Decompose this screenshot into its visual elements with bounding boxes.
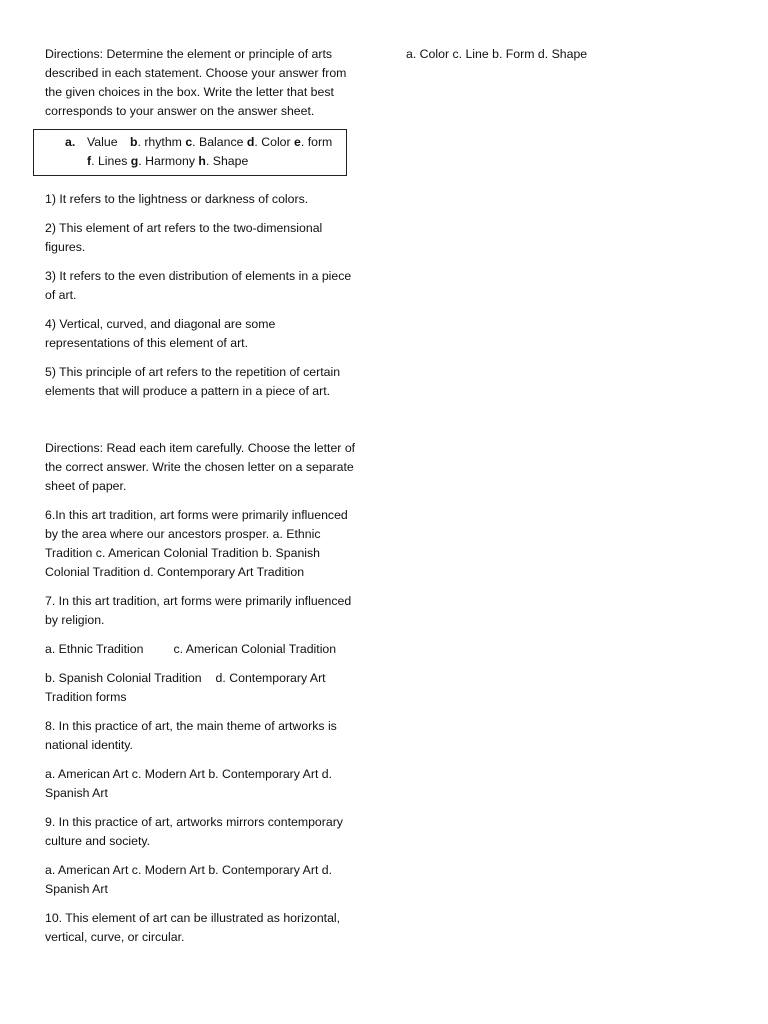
worksheet-right-column bbox=[406, 45, 736, 74]
choice-e-text: . form bbox=[300, 135, 333, 149]
q7-option-d: d. Contemporary Art Tradition forms bbox=[45, 671, 326, 704]
choices-line-2 bbox=[34, 152, 346, 171]
choice-a-text: Value bbox=[87, 135, 118, 149]
section2-directions: Directions: Read each item carefully. Choose the letter of the correct answer. Write the chosen letter on a separate sheet of paper. bbox=[45, 441, 356, 493]
question-7-options-ac bbox=[45, 640, 363, 659]
choices-box bbox=[33, 129, 347, 176]
question-5: 5) This principle of art refers to the repetition of certain elements that will produce a pattern in a piece of art. bbox=[45, 365, 341, 398]
question-3: 3) It refers to the even distribution of elements in a piece of art. bbox=[45, 269, 352, 302]
question-9: 9. In this practice of art, artworks mirrors contemporary culture and society. bbox=[45, 815, 343, 848]
worksheet-left-column bbox=[45, 45, 363, 957]
choice-a-letter: a. bbox=[65, 135, 76, 149]
question-8-options: a. American Art c. Modern Art b. Contemporary Art d. Spanish Art bbox=[45, 767, 333, 800]
choice-e-letter: e bbox=[294, 135, 301, 149]
question-6: 6.In this art tradition, art forms were primarily influenced by the area where our ancestors prosper. a. Ethnic Tradition c. American Colonial Tradition b. Spanish Colonial Tradition d. Contemporary Art Tradition bbox=[45, 508, 348, 579]
choice-g-text: . Harmony bbox=[138, 154, 195, 168]
choice-b-letter: b bbox=[129, 135, 138, 149]
question-7: 7. In this art tradition, art forms were primarily influenced by religion. bbox=[45, 594, 352, 627]
choices-line-1 bbox=[34, 133, 346, 152]
choice-c-letter: c bbox=[185, 135, 193, 149]
choice-c-text: . Balance bbox=[192, 135, 244, 149]
choice-f-text: . Lines bbox=[91, 154, 128, 168]
q7-option-c: c. American Colonial Tradition bbox=[173, 642, 337, 656]
question-2: 2) This element of art refers to the two-dimensional figures. bbox=[45, 221, 323, 254]
section1-directions: Directions: Determine the element or principle of arts described in each statement. Choose your answer from the given choices in the box. Write the letter that best corresponds to your answer on the answer sheet. bbox=[45, 47, 347, 118]
question-8: 8. In this practice of art, the main theme of artworks is national identity. bbox=[45, 719, 337, 752]
choice-g-letter: g bbox=[130, 154, 139, 168]
question-10-options: a. Color c. Line b. Form d. Shape bbox=[406, 47, 588, 61]
q7-option-a: a. Ethnic Tradition bbox=[45, 642, 144, 656]
choice-f-letter: f bbox=[87, 154, 92, 168]
choice-h-text: . Shape bbox=[205, 154, 249, 168]
question-7-options-bd bbox=[45, 669, 363, 707]
question-9-options: a. American Art c. Modern Art b. Contemporary Art d. Spanish Art bbox=[45, 863, 333, 896]
choice-h-letter: h bbox=[198, 154, 206, 168]
choice-d-text: . Color bbox=[254, 135, 291, 149]
choice-d-letter: d bbox=[246, 135, 255, 149]
choice-b-text: . rhythm bbox=[137, 135, 182, 149]
question-10: 10. This element of art can be illustrated as horizontal, vertical, curve, or circular. bbox=[45, 911, 341, 944]
section-spacer bbox=[45, 411, 363, 439]
q7-option-b: b. Spanish Colonial Tradition bbox=[45, 671, 202, 685]
question-1: 1) It refers to the lightness or darkness of colors. bbox=[45, 192, 309, 206]
question-4: 4) Vertical, curved, and diagonal are some representations of this element of art. bbox=[45, 317, 276, 350]
